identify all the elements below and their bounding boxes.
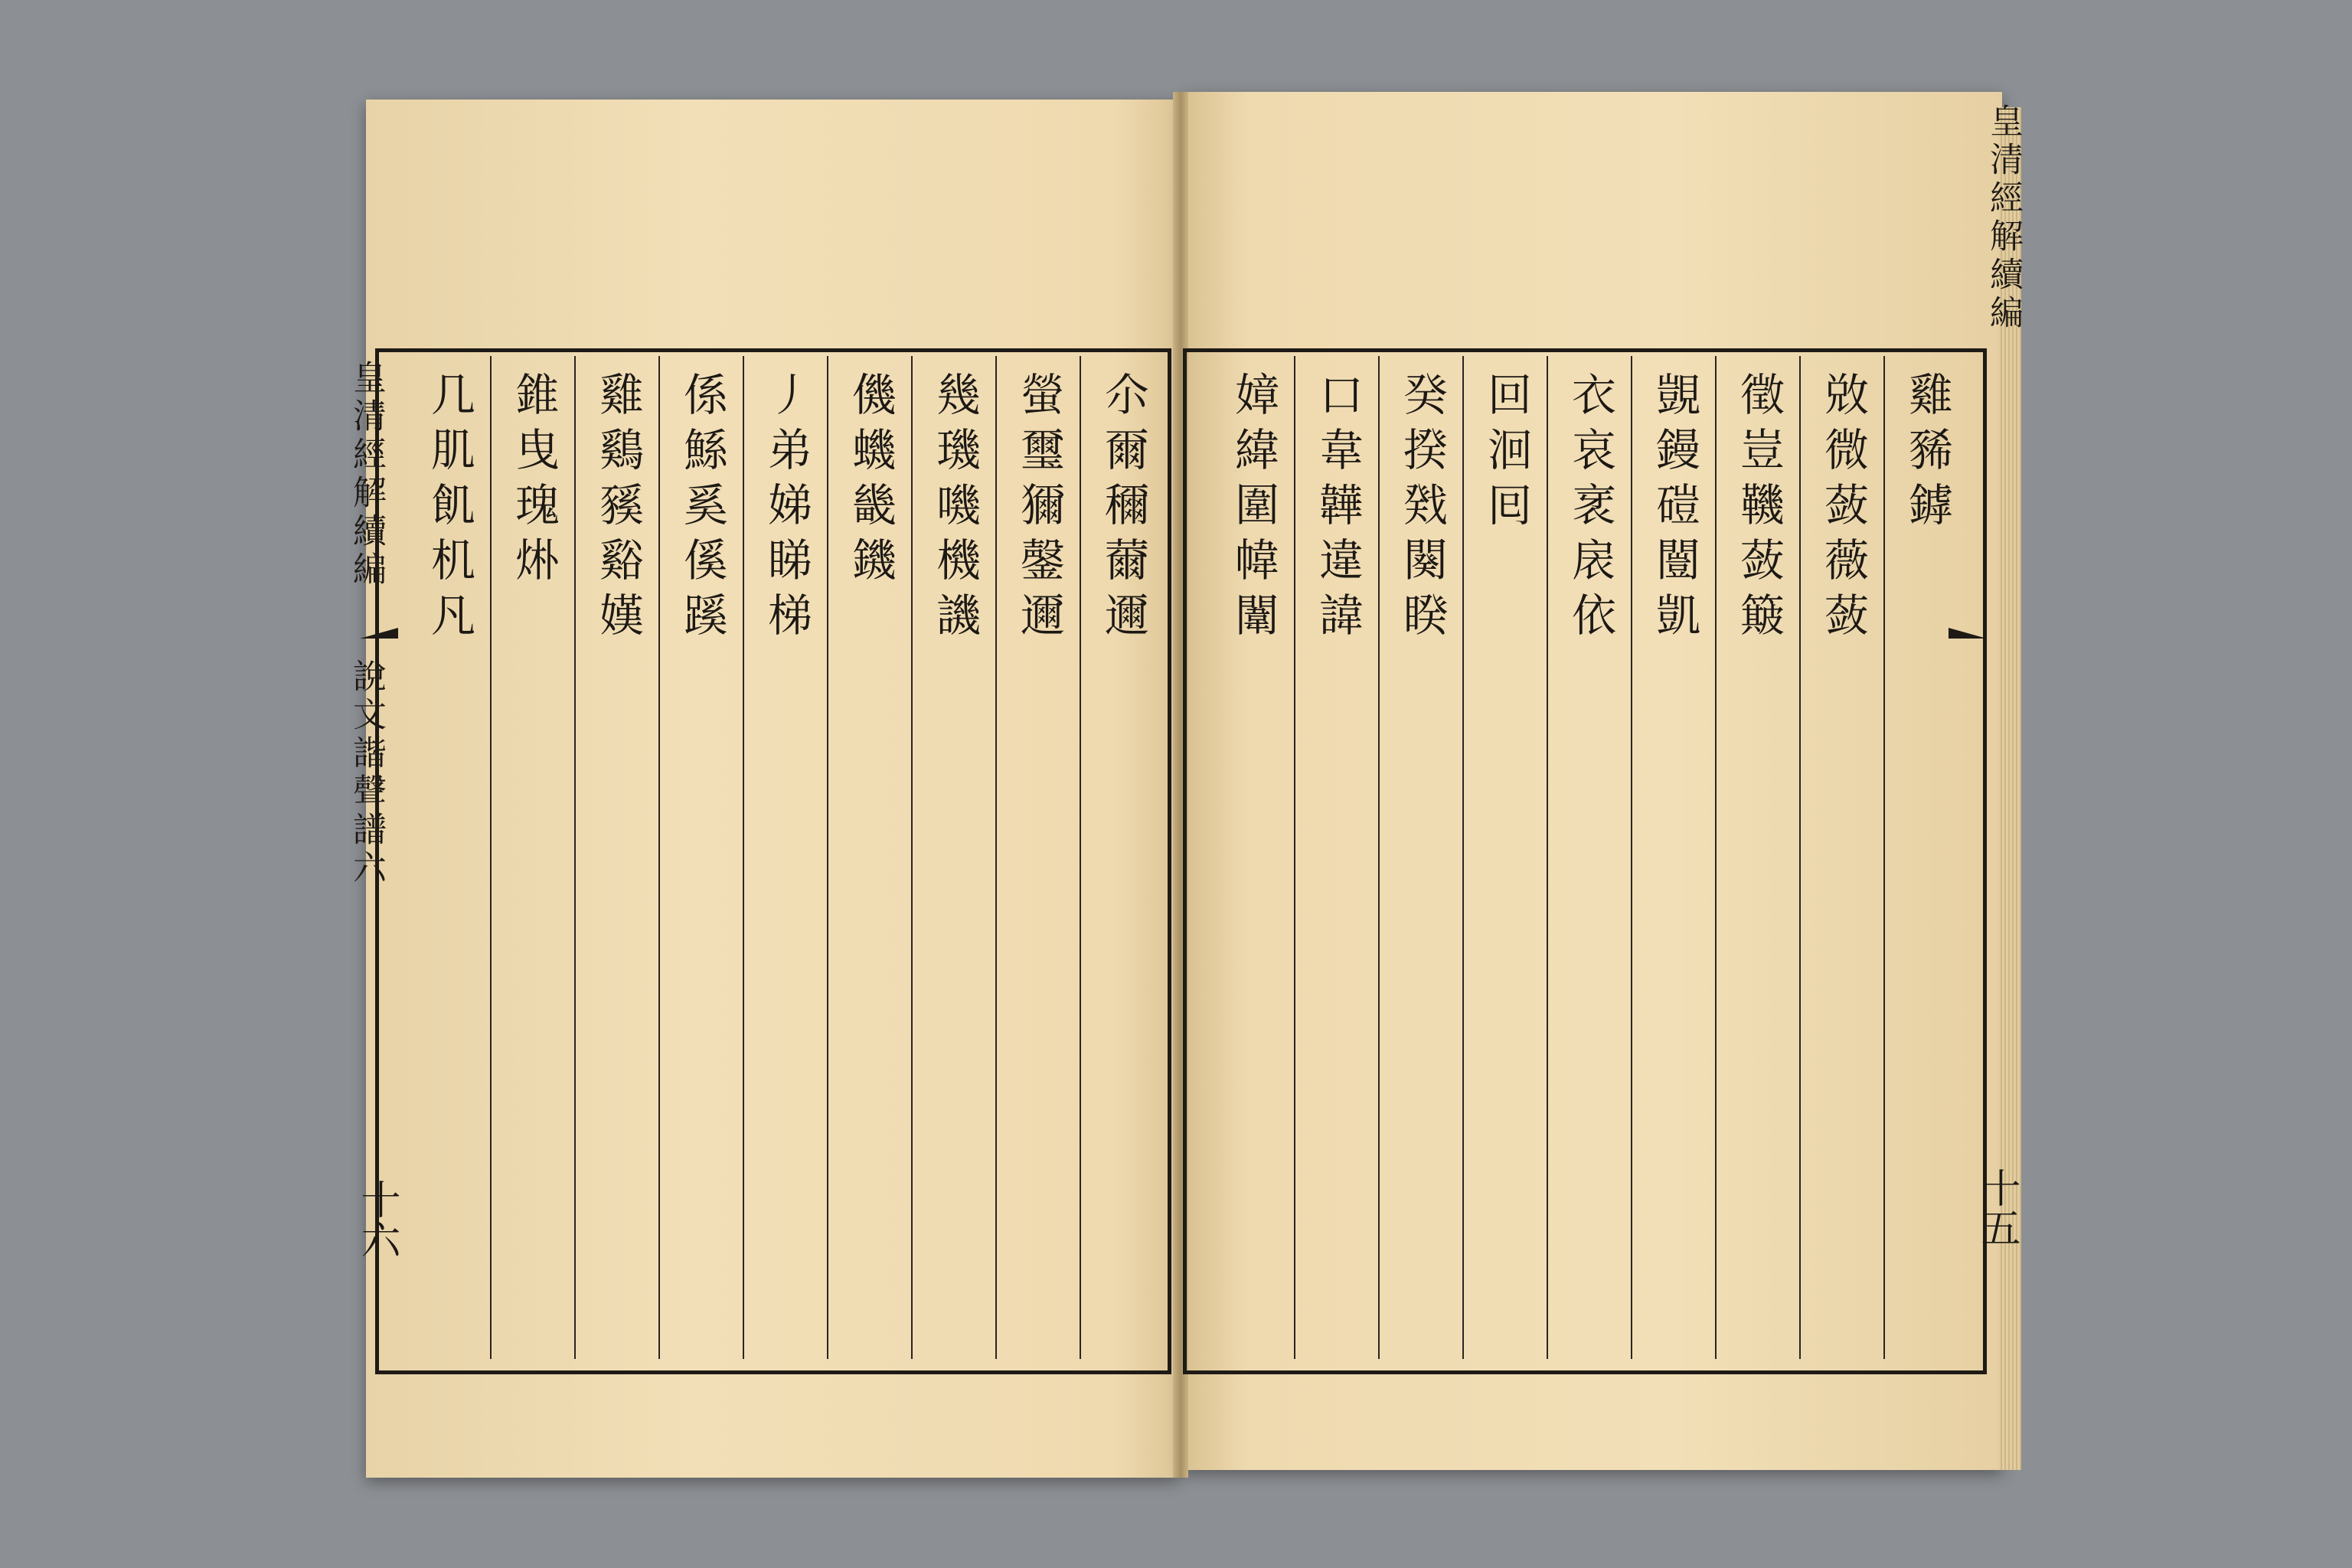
right-column [1309,356,1366,1359]
column-rule [827,356,828,1359]
right-column [1225,356,1282,1359]
right-column [1478,356,1534,1359]
left-column [1095,356,1152,1359]
column-rule [743,356,744,1359]
column-text: 尒爾穪薾邇 [1097,371,1149,647]
left-column [590,356,646,1359]
column-rule [658,356,660,1359]
column-rule [995,356,997,1359]
column-rule [1715,356,1717,1359]
column-rule [1547,356,1548,1359]
right-margin-title: 皇清經解續編 [1984,103,2023,333]
left-column [926,356,983,1359]
column-text: 丿弟娣睇梯 [760,371,812,647]
left-column [758,356,815,1359]
column-text: 口韋韡違諱 [1312,371,1364,647]
left-folio: 十六 [354,1179,400,1259]
column-rule [1462,356,1464,1359]
column-rule [1883,356,1885,1359]
right-column [1899,356,1955,1359]
column-text: 錐曳瑰烞 [508,371,560,592]
column-text: 嫜緯圍幃闈 [1227,371,1279,647]
left-column [1011,356,1067,1359]
right-column [1730,356,1787,1359]
right-column [1646,356,1703,1359]
left-column [842,356,899,1359]
right-column [1562,356,1619,1359]
column-text: 癸揆戣闋睽 [1396,371,1448,647]
column-rule [1799,356,1801,1359]
column-text: 係鯀奚傒蹊 [676,371,728,647]
column-rule [911,356,913,1359]
column-rule [490,356,492,1359]
right-column [1815,356,1871,1359]
left-margin-subtitle: 說文諧聲譜六 [347,658,386,888]
column-text: 螢璽獮鏧邇 [1013,371,1065,647]
column-text: 衣哀衺扆依 [1564,371,1616,647]
column-text: 覬鏝磑闓凱 [1648,371,1700,647]
left-margin-title: 皇清經解續編 [347,360,386,590]
column-rule [574,356,576,1359]
right-folio: 十五 [1974,1168,2020,1247]
left-column [505,356,562,1359]
column-rule [1631,356,1632,1359]
column-rule [1080,356,1081,1359]
column-text: 回洄囘 [1480,371,1532,537]
left-column [421,356,478,1359]
left-column [674,356,730,1359]
column-text: 雞豨鏬 [1901,371,1953,537]
column-text: 幾璣嘰機譏 [929,371,981,647]
column-text: 敚微蔹薇蔹 [1817,371,1869,647]
column-text: 徵豈鞿蔹簸 [1733,371,1785,647]
column-text: 几肌飢机凡 [423,371,475,647]
column-text: 僟蟣畿鐖 [844,371,897,592]
column-rule [1294,356,1295,1359]
right-column [1393,356,1450,1359]
column-rule [1378,356,1380,1359]
column-text: 雞鷄豯谿嫨 [592,371,644,647]
